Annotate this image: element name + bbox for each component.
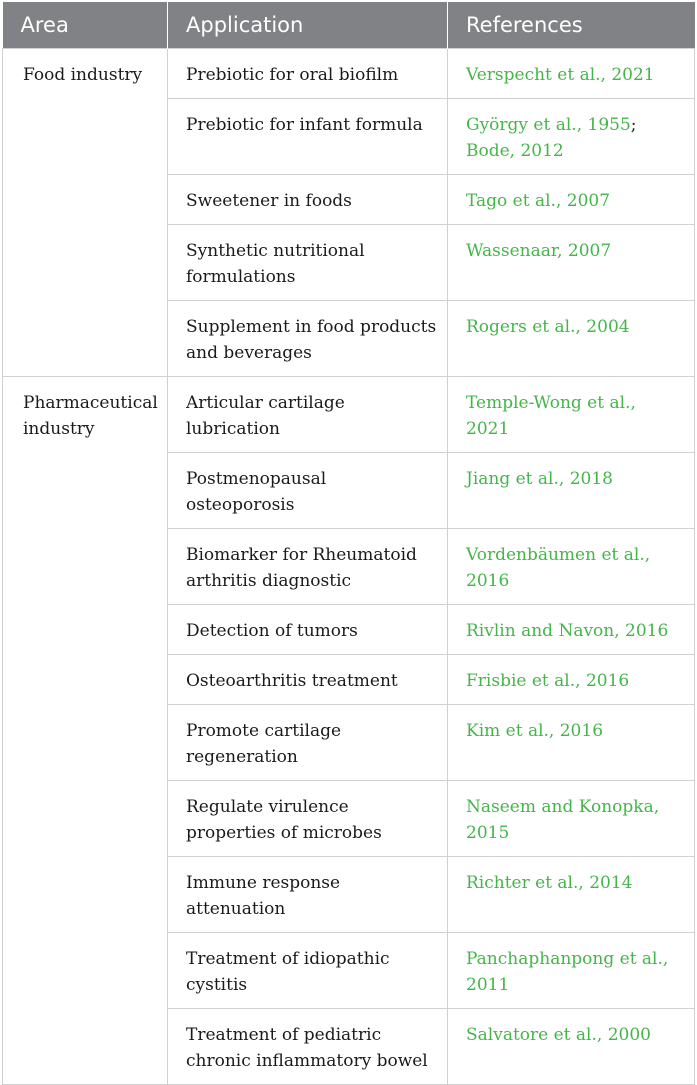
header-references: References [448, 2, 695, 49]
area-cell: Food industry [3, 49, 168, 377]
reference-link[interactable]: Frisbie et al., 2016 [466, 671, 630, 691]
table-row [3, 377, 695, 453]
reference-link[interactable]: Naseem and Konopka, 2015 [466, 797, 660, 843]
reference-link[interactable]: Panchaphanpong et al., 2011 [466, 949, 669, 995]
references-cell [448, 225, 695, 301]
reference-link[interactable]: Rogers et al., 2004 [466, 317, 630, 337]
references-cell [448, 705, 695, 781]
applications-table [2, 2, 695, 1085]
reference-link[interactable]: Bode, 2012 [466, 141, 564, 161]
references-cell [448, 933, 695, 1009]
application-cell: Prebiotic for oral biofilm [168, 49, 448, 99]
application-cell: Detection of tumors [168, 605, 448, 655]
references-cell [448, 605, 695, 655]
references-cell [448, 857, 695, 933]
reference-separator: ; [630, 115, 637, 135]
reference-link[interactable]: Rivlin and Navon, 2016 [466, 621, 669, 641]
application-cell: Sweetener in foods [168, 175, 448, 225]
reference-link[interactable]: Wassenaar, 2007 [466, 241, 612, 261]
references-cell [448, 49, 695, 99]
application-cell: Biomarker for Rheumatoid arthritis diagnostic [168, 529, 448, 605]
area-cell: Pharmaceutical industry [3, 377, 168, 1085]
references-cell [448, 99, 695, 175]
application-cell: Synthetic nutritional formulations [168, 225, 448, 301]
reference-link[interactable]: György et al., 1955 [466, 115, 631, 135]
reference-link[interactable]: Jiang et al., 2018 [466, 469, 613, 489]
application-cell: Postmenopausal osteoporosis [168, 453, 448, 529]
references-cell [448, 1009, 695, 1085]
reference-link[interactable]: Tago et al., 2007 [466, 191, 611, 211]
references-cell [448, 301, 695, 377]
application-cell: Immune response attenuation [168, 857, 448, 933]
application-cell: Articular cartilage lubrication [168, 377, 448, 453]
application-cell: Treatment of pediatric chronic inflammatory bowel [168, 1009, 448, 1085]
reference-link[interactable]: Richter et al., 2014 [466, 873, 633, 893]
reference-link[interactable]: Salvatore et al., 2000 [466, 1025, 651, 1045]
reference-link[interactable]: Kim et al., 2016 [466, 721, 604, 741]
reference-link[interactable]: Vordenbäumen et al., 2016 [466, 545, 651, 591]
table-body [3, 49, 695, 1085]
header-row [3, 2, 695, 49]
table-row [3, 49, 695, 99]
references-cell [448, 377, 695, 453]
application-cell: Supplement in food products and beverages [168, 301, 448, 377]
references-cell [448, 453, 695, 529]
application-cell: Promote cartilage regeneration [168, 705, 448, 781]
application-cell: Prebiotic for infant formula [168, 99, 448, 175]
references-cell [448, 781, 695, 857]
header-application: Application [168, 2, 448, 49]
reference-link[interactable]: Temple-Wong et al., 2021 [466, 393, 636, 439]
references-cell [448, 175, 695, 225]
references-cell [448, 529, 695, 605]
application-cell: Regulate virulence properties of microbes [168, 781, 448, 857]
header-area: Area [20, 13, 69, 37]
application-cell: Treatment of idiopathic cystitis [168, 933, 448, 1009]
references-cell [448, 655, 695, 705]
application-cell: Osteoarthritis treatment [168, 655, 448, 705]
reference-link[interactable]: Verspecht et al., 2021 [466, 65, 655, 85]
